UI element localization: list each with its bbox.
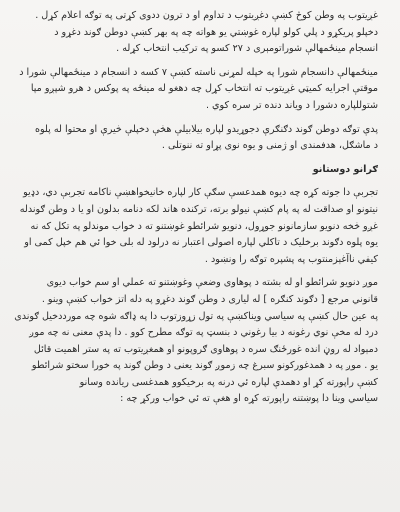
- paragraph-4-heading: [14, 162, 378, 179]
- paragraph-3: [14, 122, 378, 155]
- text-line: يوه پلوه دګوند برخليک د تاکلي لپاره اصولی اعتبار نه درلود له بلی خوا ئي هم خپل کمی او: [24, 237, 378, 249]
- text-line: قانوني مرجع [ دګوند کنګره ] له لياری د وطن ګوند دغړو په دله اتز خواب کښې وينو .: [41, 293, 378, 305]
- paragraph-2: [14, 65, 378, 115]
- text-line: کښې راپورته کړ او دهمدې لپاره ئي درنه په برخیکوو همدغسی ريانده وسانو: [79, 376, 378, 388]
- text-line: موقتې اجرايه کميټي غږيتوب ته انتخاب کړل چه دهغو له مينځه په پوکس د هرو شپږو مپا: [30, 83, 378, 95]
- text-line: نيتونو او صداقت له په پام کښې نيولو برته، ترکنده هاند لکه دنامه بدلون او يا د وطن ګوندله: [19, 203, 378, 215]
- paragraph-5: [14, 185, 378, 268]
- text-line: دخپلو پريکړو د پلي کولو لپاره غوښتي يو هواته چه په بهر کښې دوطن ګوند دغړو د: [54, 26, 378, 38]
- text-line: موږ دنويو شرائطو او له بشته د پوهاوی وضعې وغوښتنو ته عملي او سم خواب ديوی: [46, 277, 378, 289]
- text-line: په عين حال کښې په سياسي ويناکښې په تول زړوزتوب دا په ډاګه شوه چه مورددخيل ګوندی: [14, 310, 378, 322]
- text-line: دمېواد له روڼ انده غورځنګ سره د پوهاوی ګروپونو او همغږيتوب ته په ستر اهميت قائل: [33, 343, 378, 355]
- text-line: شتوللپاره دشورا د وياند دنده تر سره کوي .: [205, 99, 378, 111]
- text-line: درد له مخې نوي رغونه د بيا رغوني د بنسټ په توګه مطرح کوو . دا پدې معنی نه چه موږ: [29, 327, 378, 339]
- document-body: [14, 8, 378, 415]
- section-heading: ګرانو دوستانو: [312, 163, 378, 175]
- text-line: يو . موږ په د همدغورکونو سبرغ چه زموږ ګوند يعنی د وطن ګوند په خورا سختو شرائطو: [31, 360, 378, 372]
- text-line: غږيتوب په وطن کوڅ کښې دغږيتوب د تداوم او د ترون ددوی کړتی په توګه اعلام کړل .: [35, 10, 378, 21]
- text-line: غږو څخه دنويو سازمانونو جوړول، دنويو شرائطو غوښتنو ته د خواب موندلو په تکل که نه: [30, 220, 378, 232]
- text-line: مينځمهالې دانسجام شورا په خپله لمړنی ناسته کښې ۷ کسه د انسجام د مينځمهالې شورا د: [19, 66, 378, 78]
- text-line: انسجام مينځمهالې شوراتومېری د ۲۷ کسو په ترکيب انتخاب کړله .: [116, 43, 378, 55]
- text-line: تجربې دا جوته کړه چه ديوه همدعسې سګې کار لپاره خانيخواهښې ناکامه تجربې دي، دډيو: [23, 187, 378, 199]
- text-line: پدې توګه دوطن ګوند دګنګرې دجوړيدو لپاره بيلابيلې هڅې دخپلې څيرې او محتوا له پلوه: [34, 123, 378, 135]
- paragraph-6: [14, 275, 378, 408]
- text-line: د ماشګل، هدفمندی او ژمنی و يوه نوی پړاو ته ننوتلی .: [161, 140, 378, 152]
- text-line: سياسي وينا دا پوښتنه راپورته کړه او هغې ته ئي خواب ورکړ چه :: [120, 393, 378, 405]
- paragraph-1: [14, 8, 378, 58]
- text-line: کيفي ناآغېزمنتوب په پشپره توګه را ونښود .: [204, 253, 378, 265]
